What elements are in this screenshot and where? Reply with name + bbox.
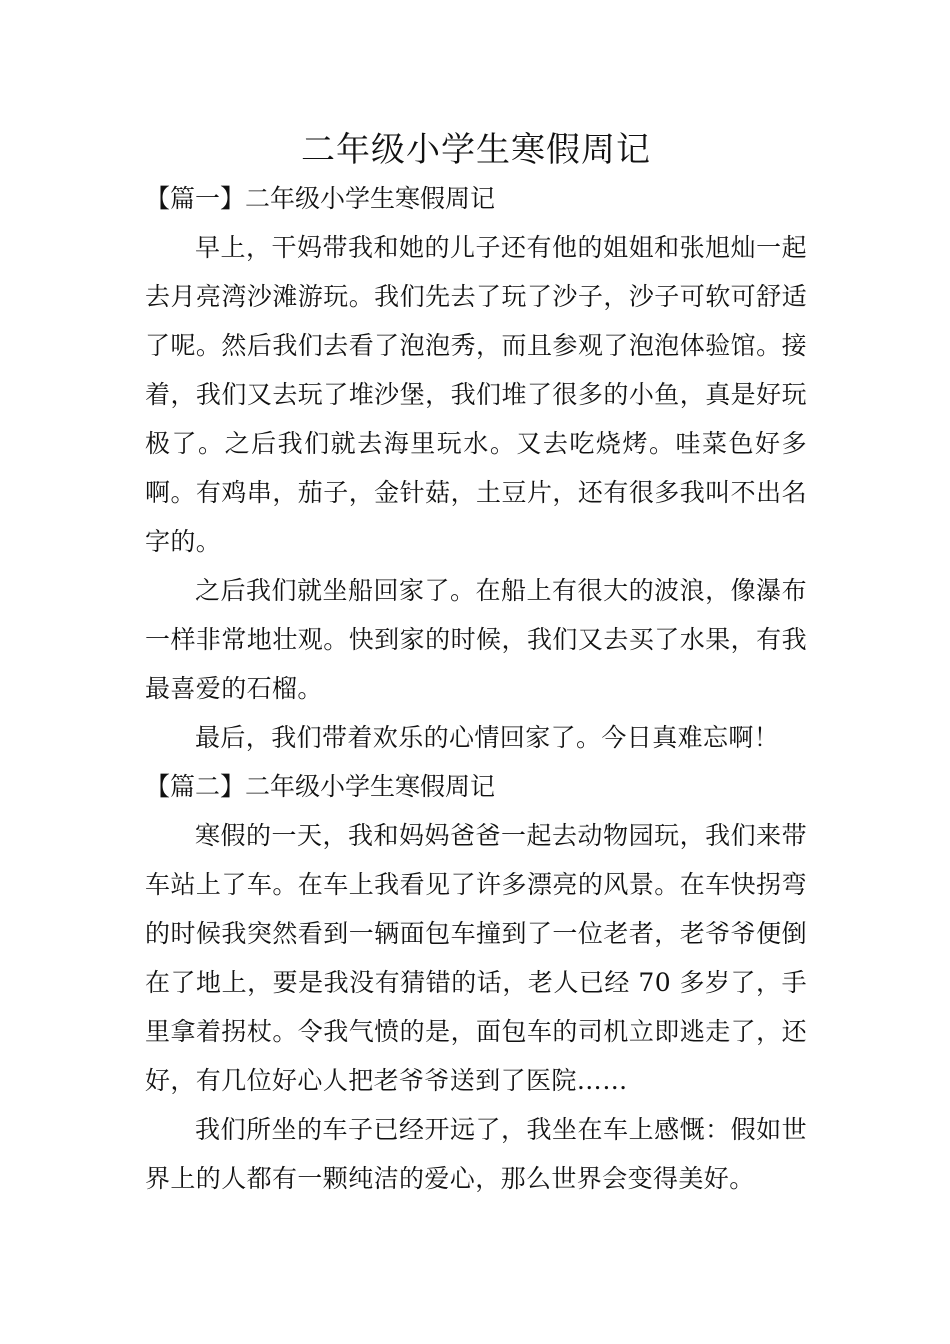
section-heading: 【篇一】二年级小学生寒假周记 xyxy=(145,184,496,213)
section-1 xyxy=(145,174,807,762)
document-title: 二年级小学生寒假周记 xyxy=(301,130,651,170)
paragraph: 最后，我们带着欢乐的心情回家了。今日真难忘啊！ xyxy=(195,723,780,752)
paragraph: 之后我们就坐船回家了。在船上有很大的波浪，像瀑布一样非常地壮观。快到家的时候，我们又去买了水果，有我最喜爱的石榴。 xyxy=(145,576,807,703)
document-page xyxy=(145,126,807,1203)
paragraph: 寒假的一天，我和妈妈爸爸一起去动物园玩，我们来带车站上了车。在车上我看见了许多漂亮的风景。在车快拐弯的时候我突然看到一辆面包车撞到了一位老者，老爷爷便倒在了地上，要是我没有猜错的话，老人已经 70 多岁了，手里拿着拐杖。令我气愤的是，面包车的司机立即逃走了，还好，有几位好心人把老爷爷送到了医院…… xyxy=(145,821,807,1095)
section-2 xyxy=(145,762,807,1203)
section-heading: 【篇二】二年级小学生寒假周记 xyxy=(145,772,496,801)
paragraph: 我们所坐的车子已经开远了，我坐在车上感慨：假如世界上的人都有一颗纯洁的爱心，那么世界会变得美好。 xyxy=(145,1115,807,1193)
paragraph: 早上，干妈带我和她的儿子还有他的姐姐和张旭灿一起去月亮湾沙滩游玩。我们先去了玩了沙子，沙子可软可舒适了呢。然后我们去看了泡泡秀，而且参观了泡泡体验馆。接着，我们又去玩了堆沙堡，我们堆了很多的小鱼，真是好玩极了。之后我们就去海里玩水。又去吃烧烤。哇菜色好多啊。有鸡串，茄子，金针菇，土豆片，还有很多我叫不出名字的。 xyxy=(145,233,807,556)
